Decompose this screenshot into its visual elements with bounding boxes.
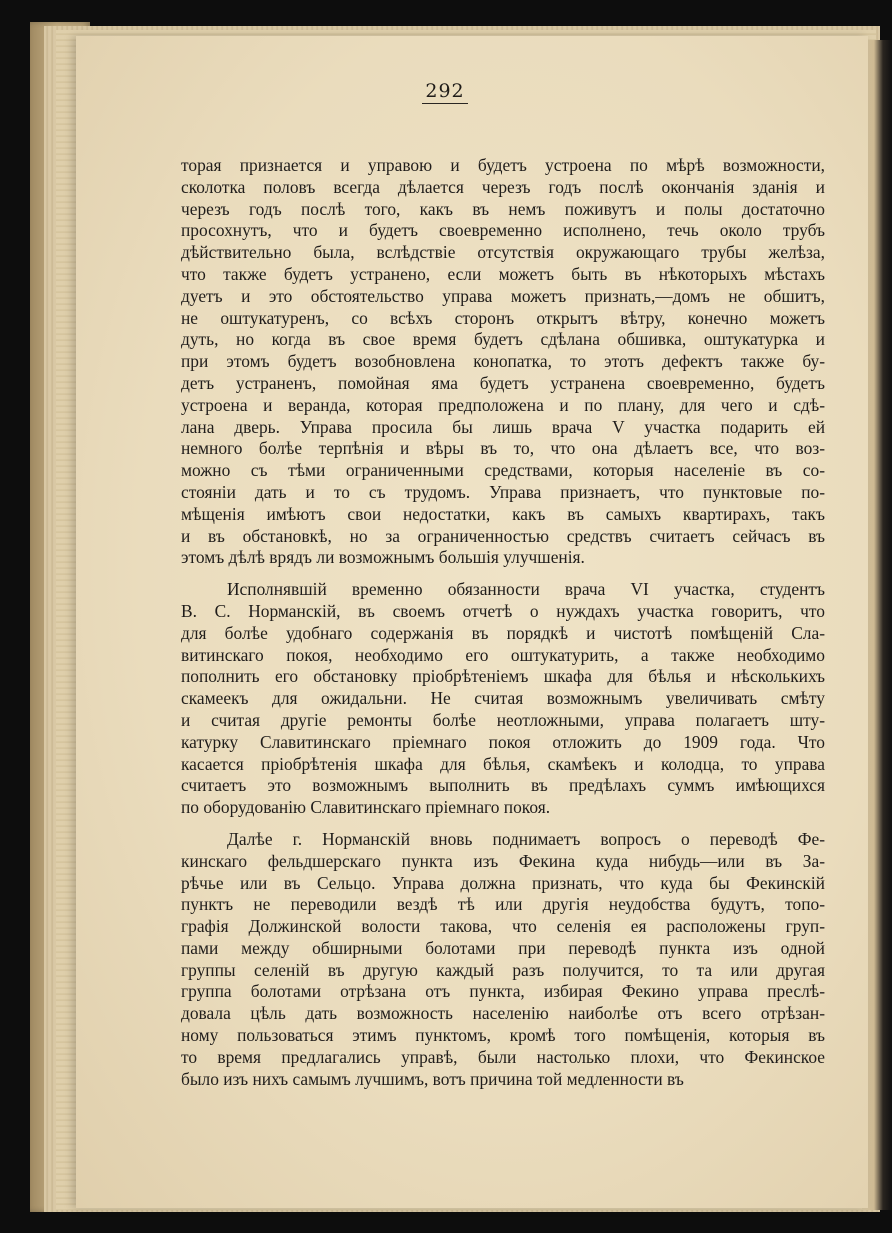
text-line: то время предлагались управѣ, были настолько плохи, что Фекинское <box>181 1046 825 1067</box>
text-line: Далѣе г. Норманскій вновь поднимаетъ вопросъ о переводѣ Фе- <box>227 828 825 849</box>
text-line: пами между обширными болотами при переводѣ пункта изъ одной <box>181 937 825 958</box>
text-line: этомъ дѣлѣ врядъ ли возможнымъ большія улучшенія. <box>181 547 585 568</box>
text-line: было изъ нихъ самымъ лучшимъ, вотъ причина той медленности въ <box>181 1068 684 1089</box>
text-line: катурку Славитинскаго пріемнаго покоя отложить до 1909 года. Что <box>181 731 825 752</box>
text-line: при этомъ будетъ возобновлена конопатка, то этотъ дефектъ также бу- <box>181 351 825 372</box>
text-line: группы селеній въ другую каждый разъ получится, то та или другая <box>181 959 825 980</box>
paragraph <box>181 579 825 819</box>
text-line: стояніи дать и то съ трудомъ. Управа признаетъ, что пунктовые по- <box>181 481 825 502</box>
text-line: скамеекъ для ожидальни. Не считая возможнымъ увеличивать смѣту <box>181 688 825 709</box>
text-line: устроена и веранда, которая предположена и по плану, для чего и сдѣ- <box>181 394 825 415</box>
paragraph <box>181 155 825 569</box>
text-line: касается пріобрѣтенія шкафа для бѣлья, скамѣекъ и колодца, то управа <box>181 753 825 774</box>
text-line: для болѣе удобнаго содержанія въ порядкѣ и чистотѣ помѣщеній Сла- <box>181 622 825 643</box>
text-line: и въ обстановкѣ, но за ограниченностью средствъ считаетъ сейчасъ въ <box>181 525 825 546</box>
text-line: пополнить его обстановку пріобрѣтеніемъ шкафа для бѣлья и нѣсколькихъ <box>181 666 825 687</box>
text-line: черезъ годъ послѣ того, какъ въ немъ поживутъ и полы достаточно <box>181 198 825 219</box>
text-line: что также будетъ устранено, если можетъ быть въ нѣкоторыхъ мѣстахъ <box>181 263 825 284</box>
text-line: мѣщенія имѣютъ свои недостатки, какъ въ самыхъ квартирахъ, такъ <box>181 503 825 524</box>
paragraph-gap <box>181 569 825 579</box>
text-line: считаетъ это возможнымъ выполнить въ предѣлахъ суммъ имѣющихся <box>181 775 825 796</box>
text-line: немного болѣе терпѣнія и вѣры въ то, что она дѣлаетъ все, что воз- <box>181 438 825 459</box>
page-number-text: 292 <box>422 80 467 104</box>
text-line: и считая другіе ремонты болѣе неотложными, управа полагаетъ шту- <box>181 709 825 730</box>
text-line: рѣчье или въ Сельцо. Управа должна признать, что куда бы Фекинскій <box>181 872 825 893</box>
text-line: витинскаго покоя, необходимо его оштукатурить, а также необходимо <box>181 644 825 665</box>
text-line: детъ устраненъ, помойная яма будетъ устранена своевременно, будетъ <box>181 372 825 393</box>
text-line: Исполнявшій временно обязанности врача VI участка, студентъ <box>227 579 825 600</box>
text-line: по оборудованію Славитинскаго пріемнаго покоя. <box>181 797 551 818</box>
text-line: кинскаго фельдшерскаго пункта изъ Фекина куда нибудь—или въ За- <box>181 850 825 871</box>
text-line: дуетъ и это обстоятельство управа можетъ признать,—домъ не обшитъ, <box>181 285 825 306</box>
text-line: группа болотами отрѣзана отъ пункта, избирая Фекино управа преслѣ- <box>181 981 825 1002</box>
text-line: лана дверь. Управа просила бы лишь врача V участка подарить ей <box>181 416 825 437</box>
text-line: довала цѣль дать возможность населенію наиболѣе отъ всего отрѣзан- <box>181 1003 825 1024</box>
text-line: графія Должинской волости такова, что селенія ея расположены груп- <box>181 916 825 937</box>
paragraph-gap <box>181 819 825 829</box>
text-line: торая признается и управою и будетъ устроена по мѣрѣ возможности, <box>181 155 825 175</box>
text-line: можно съ тѣми ограниченными средствами, которыя населеніе въ со- <box>181 460 825 481</box>
text-line: дѣйствительно была, вслѣдствіе отсутствія окружающаго трубы желѣза, <box>181 242 825 263</box>
text-line: В. С. Норманскій, въ своемъ отчетѣ о нуждахъ участка говоритъ, что <box>181 600 825 621</box>
page-body-text <box>181 155 825 1090</box>
text-line: не оштукатуренъ, со всѣхъ сторонъ открытъ вѣтру, конечно можетъ <box>181 307 825 328</box>
text-line: дуть, но когда въ свое время будетъ сдѣлана обшивка, оштукатурка и <box>181 329 825 350</box>
text-line: пунктъ не переводили вездѣ тѣ или другія неудобства будутъ, топо- <box>181 894 825 915</box>
text-line: сколотка половъ всегда дѣлается черезъ годъ послѣ окончанія зданія и <box>181 176 825 197</box>
text-line: ному пользоваться этимъ пунктомъ, кромѣ того помѣщенія, которыя въ <box>181 1025 825 1046</box>
page-number <box>0 80 880 104</box>
text-line: просохнутъ, что и будетъ своевременно исполнено, течь около трубъ <box>181 220 825 241</box>
paragraph <box>181 829 825 1091</box>
